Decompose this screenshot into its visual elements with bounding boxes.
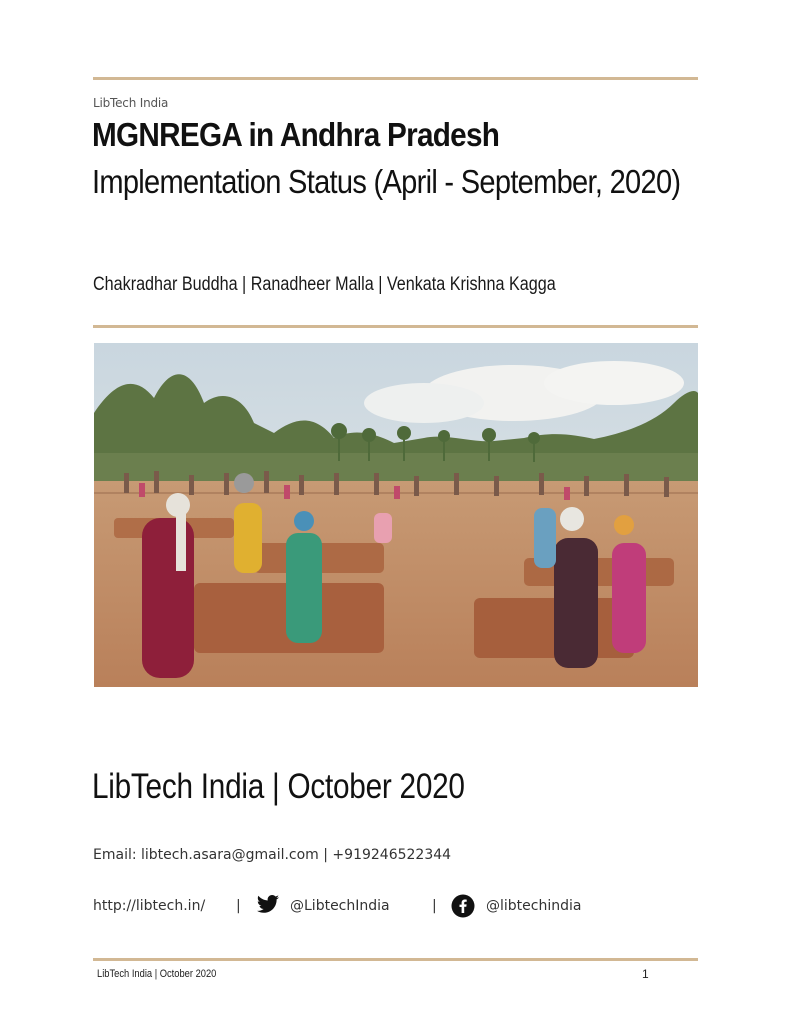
- separator-1: |: [236, 898, 241, 914]
- cover-photo: [94, 343, 698, 687]
- contact-line: Email: libtech.asara@gmail.com | +919246522344: [93, 847, 452, 863]
- top-rule: [93, 77, 698, 80]
- bottom-rule: [93, 958, 698, 961]
- document-subtitle: Implementation Status (April - September, 2020): [92, 163, 681, 200]
- page-number: 1: [642, 967, 649, 981]
- twitter-icon[interactable]: [256, 894, 280, 920]
- separator-2: |: [432, 898, 437, 914]
- page-footer-text: LibTech India | October 2020: [97, 968, 217, 980]
- twitter-handle[interactable]: @LibtechIndia: [290, 898, 390, 914]
- middle-rule: [93, 325, 698, 328]
- website-link[interactable]: http://libtech.in/: [93, 898, 206, 914]
- social-links-row: [93, 893, 698, 921]
- document-title: MGNREGA in Andhra Pradesh: [92, 116, 500, 153]
- authors-line: Chakradhar Buddha | Ranadheer Malla | Venkata Krishna Kagga: [93, 274, 556, 295]
- footer-heading: LibTech India | October 2020: [92, 767, 465, 806]
- facebook-icon[interactable]: [451, 894, 475, 922]
- facebook-handle[interactable]: @libtechindia: [486, 898, 582, 914]
- org-label: LibTech India: [93, 96, 169, 110]
